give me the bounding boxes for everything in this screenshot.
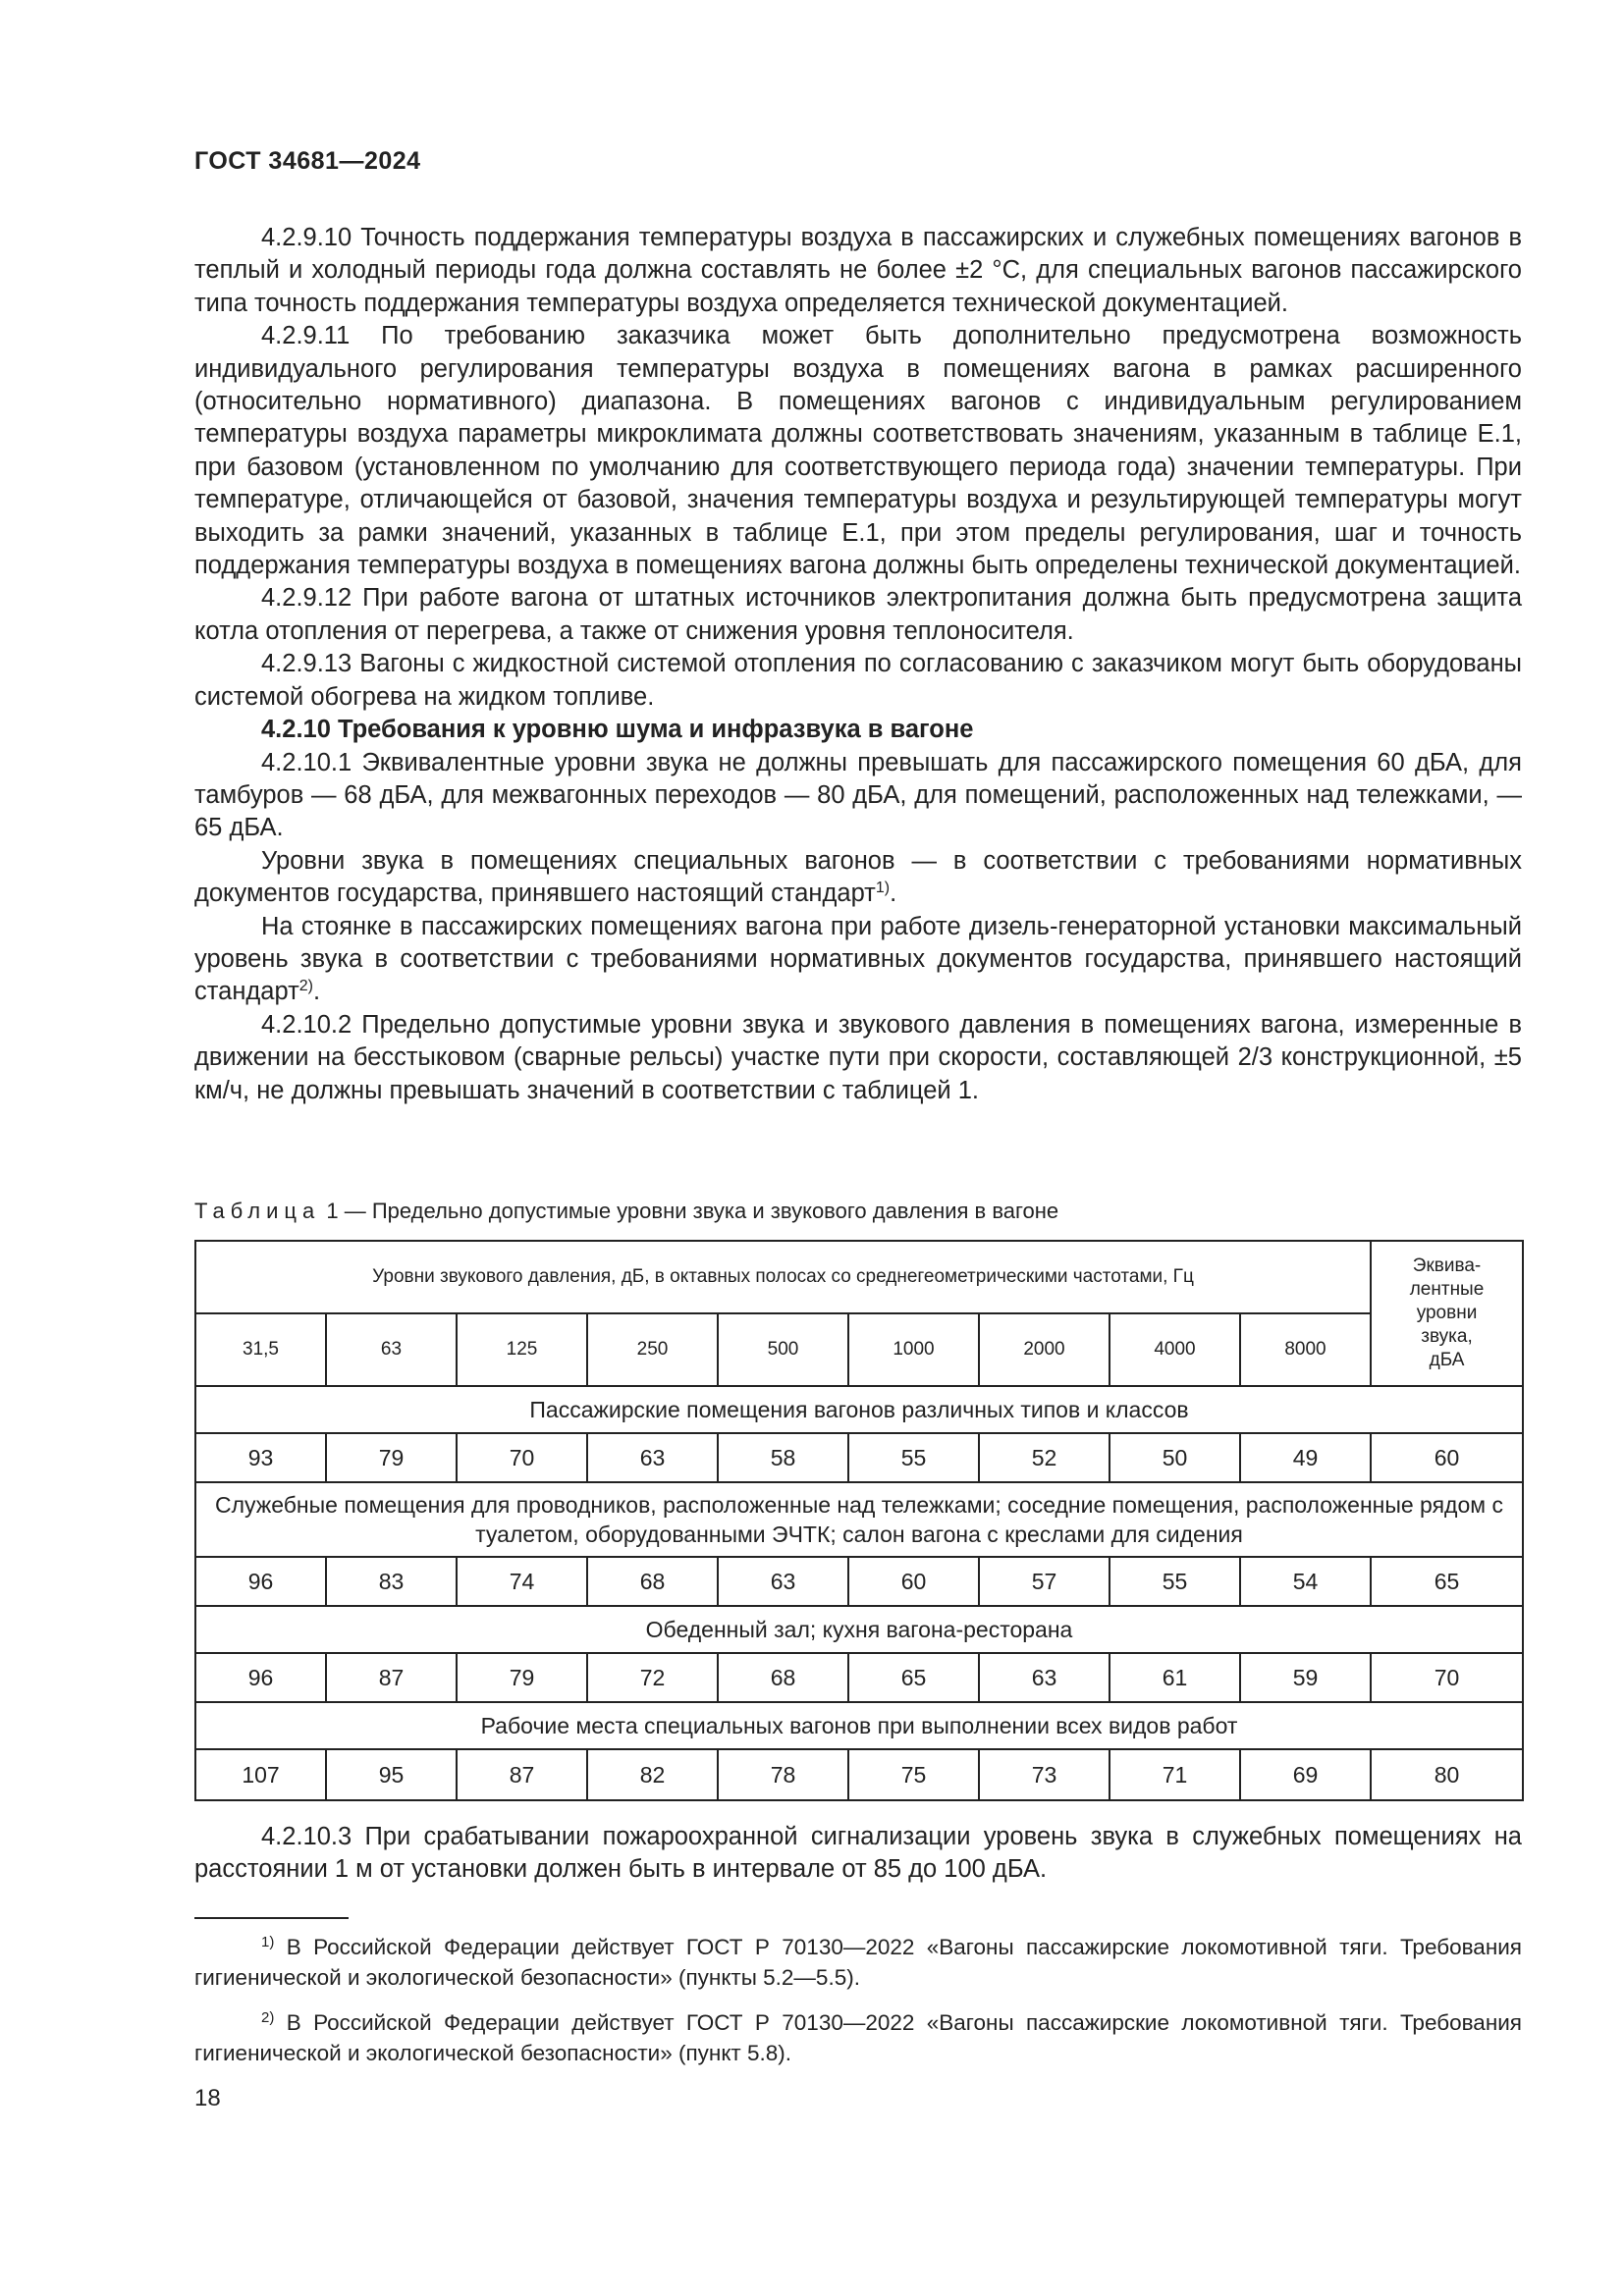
section-heading-4-2-10: 4.2.10 Требования к уровню шума и инфразвука в вагоне: [261, 716, 974, 744]
value-cell: 60: [848, 1557, 979, 1606]
frequency-cell: 31,5: [195, 1313, 326, 1386]
footnote-2: [194, 2007, 1522, 2068]
value-cell: 78: [718, 1749, 848, 1800]
frequency-cell: 125: [457, 1313, 587, 1386]
footnote-mark-2: 2): [261, 2009, 275, 2026]
value-cell: 83: [326, 1557, 457, 1606]
equivalent-value-cell: 65: [1371, 1557, 1523, 1606]
paragraph-4-2-10-1: 4.2.10.1 Эквивалентные уровни звука не должны превышать для пассажирского помещения 60 дБА, для тамбуров — 68 дБА, для межвагонных переходов — 80 дБА, для помещений, расположенных над тележками, — 65 дБА.: [194, 748, 1522, 842]
page-number: 18: [194, 2085, 221, 2111]
value-cell: 55: [848, 1433, 979, 1482]
value-cell: 87: [326, 1653, 457, 1702]
paragraph-parking-text: На стоянке в пассажирских помещениях вагона при работе дизель-генераторной установки максимальный уровень звука в соответствии с требованиями нормативных документов государства, принявшего настоящий стандарт: [194, 912, 1522, 1006]
frequency-cell: 500: [718, 1313, 848, 1386]
footnote-text-2: В Российской Федерации действует ГОСТ Р 70130—2022 «Вагоны пассажирские локомотивной тяги. Требования гигиенической и экологической безопасности» (пункт 5.8).: [194, 2010, 1522, 2065]
table-row: [195, 1749, 1523, 1800]
value-cell: 68: [587, 1557, 718, 1606]
value-cell: 68: [718, 1653, 848, 1702]
document-header: ГОСТ 34681—2024: [194, 147, 421, 175]
table-caption: [194, 1197, 1058, 1226]
main-text: [194, 222, 1522, 1107]
value-cell: 65: [848, 1653, 979, 1702]
value-cell: 61: [1110, 1653, 1240, 1702]
paragraph-parking-end: .: [313, 978, 321, 1006]
table-header-equivalent: [1371, 1241, 1523, 1386]
value-cell: 79: [457, 1653, 587, 1702]
value-cell: 73: [979, 1749, 1110, 1800]
paragraph-4-2-9-10: 4.2.9.10 Точность поддержания температуры воздуха в пассажирских и служебных помещениях вагонов в теплый и холодный периоды года должна составлять не более ±2 °С, для специальных вагонов пассажирского типа точность поддержания температуры воздуха определяется технической документацией.: [194, 224, 1522, 317]
table-header-main: Уровни звукового давления, дБ, в октавных полосах со среднегеометрическими частотами, Гц: [195, 1241, 1371, 1313]
value-cell: 63: [587, 1433, 718, 1482]
equivalent-value-cell: 80: [1371, 1749, 1523, 1800]
value-cell: 69: [1240, 1749, 1371, 1800]
value-cell: 55: [1110, 1557, 1240, 1606]
value-cell: 58: [718, 1433, 848, 1482]
section-title: Обеденный зал; кухня вагона-ресторана: [195, 1606, 1523, 1653]
frequency-cell: 1000: [848, 1313, 979, 1386]
paragraph-special-wagons-end: .: [890, 880, 897, 908]
paragraph-special-wagons: [194, 845, 1522, 911]
paragraph-4-2-9-11: 4.2.9.11 По требованию заказчика может быть дополнительно предусмотрена возможность индивидуального регулирования температуры воздуха в помещениях вагона в рамках расширенного (относительно нормативного) диапазона. В помещениях вагонов с индивидуальным регулированием температуры воздуха параметры микроклимата должны соответствовать значениям, указанным в таблице Е.1, при базовом (установленном по умолчанию для соответствующего периода года) значении температуры. При температуре, отличающейся от базовой, значения температуры воздуха и результирующей температуры могут выходить за рамки значений, указанных в таблице Е.1, при этом пределы регулирования, шаг и точность поддержания температуры воздуха в помещениях вагона должны быть определены технической документацией.: [194, 322, 1522, 580]
table-header-equivalent-text: Эквива- лентные уровни звука, дБА: [1409, 1255, 1485, 1370]
value-cell: 107: [195, 1749, 326, 1800]
value-cell: 96: [195, 1653, 326, 1702]
frequency-cell: 63: [326, 1313, 457, 1386]
value-cell: 87: [457, 1749, 587, 1800]
value-cell: 50: [1110, 1433, 1240, 1482]
value-cell: 79: [326, 1433, 457, 1482]
value-cell: 72: [587, 1653, 718, 1702]
value-cell: 96: [195, 1557, 326, 1606]
value-cell: 63: [979, 1653, 1110, 1702]
value-cell: 95: [326, 1749, 457, 1800]
section-title: Рабочие места специальных вагонов при выполнении всех видов работ: [195, 1702, 1523, 1749]
paragraph-4-2-9-12: 4.2.9.12 При работе вагона от штатных источников электропитания должна быть предусмотрена защита котла отопления от перегрева, а также от снижения уровня теплоносителя.: [194, 584, 1522, 645]
section-row: [195, 1482, 1523, 1557]
value-cell: 71: [1110, 1749, 1240, 1800]
table-caption-word: Таблица: [194, 1199, 321, 1223]
value-cell: 93: [195, 1433, 326, 1482]
value-cell: 63: [718, 1557, 848, 1606]
paragraph-4-2-9-13: 4.2.9.13 Вагоны с жидкостной системой отопления по согласованию с заказчиком могут быть оборудованы системой обогрева на жидком топливе.: [194, 650, 1522, 711]
footnote-divider: [194, 1917, 349, 1919]
noise-levels-table: [194, 1240, 1524, 1801]
equivalent-value-cell: 60: [1371, 1433, 1523, 1482]
value-cell: 52: [979, 1433, 1110, 1482]
frequency-cell: 8000: [1240, 1313, 1371, 1386]
table-row: [195, 1557, 1523, 1606]
footnote-mark-1: 1): [261, 1934, 275, 1950]
paragraph-parking: [194, 911, 1522, 1009]
table-row: [195, 1433, 1523, 1482]
after-table-text: [194, 1821, 1522, 1887]
footnote-ref-1[interactable]: 1): [875, 880, 891, 897]
section-title: Пассажирские помещения вагонов различных типов и классов: [195, 1386, 1523, 1433]
frequency-cell: 4000: [1110, 1313, 1240, 1386]
section-row: [195, 1702, 1523, 1749]
table-caption-text: 1 — Предельно допустимые уровни звука и звукового давления в вагоне: [320, 1199, 1059, 1223]
value-cell: 57: [979, 1557, 1110, 1606]
value-cell: 75: [848, 1749, 979, 1800]
value-cell: 74: [457, 1557, 587, 1606]
paragraph-4-2-10-2: 4.2.10.2 Предельно допустимые уровни звука и звукового давления в помещениях вагона, измеренные в движении на бесстыковом (сварные рельсы) участке пути при скорости, составляющей 2/3 конструкционной, ±5 км/ч, не должны превышать значений в соответствии с таблицей 1.: [194, 1010, 1522, 1104]
footnote-text-1: В Российской Федерации действует ГОСТ Р 70130—2022 «Вагоны пассажирские локомотивной тяги. Требования гигиенической и экологической безопасности» (пункты 5.2—5.5).: [194, 1935, 1522, 1990]
paragraph-special-wagons-text: Уровни звука в помещениях специальных вагонов — в соответствии с требованиями нормативных документов государства, принявшего настоящий стандарт: [194, 846, 1522, 908]
section-title: Служебные помещения для проводников, расположенные над тележками; соседние помещения, расположенные рядом с туалетом, оборудованными ЭЧТК; салон вагона с креслами для сидения: [195, 1482, 1523, 1557]
value-cell: 70: [457, 1433, 587, 1482]
frequency-row: [195, 1313, 1523, 1386]
value-cell: 59: [1240, 1653, 1371, 1702]
section-row: [195, 1386, 1523, 1433]
section-row: [195, 1606, 1523, 1653]
footnote-ref-2[interactable]: 2): [298, 978, 314, 995]
frequency-cell: 2000: [979, 1313, 1110, 1386]
frequency-cell: 250: [587, 1313, 718, 1386]
footnotes: [194, 1932, 1522, 2083]
footnote-1: [194, 1932, 1522, 1993]
value-cell: 82: [587, 1749, 718, 1800]
paragraph-4-2-10-3: 4.2.10.3 При срабатывании пожароохранной сигнализации уровень звука в служебных помещениях на расстоянии 1 м от установки должен быть в интервале от 85 до 100 дБА.: [194, 1823, 1522, 1884]
table-row: [195, 1653, 1523, 1702]
value-cell: 54: [1240, 1557, 1371, 1606]
value-cell: 49: [1240, 1433, 1371, 1482]
equivalent-value-cell: 70: [1371, 1653, 1523, 1702]
